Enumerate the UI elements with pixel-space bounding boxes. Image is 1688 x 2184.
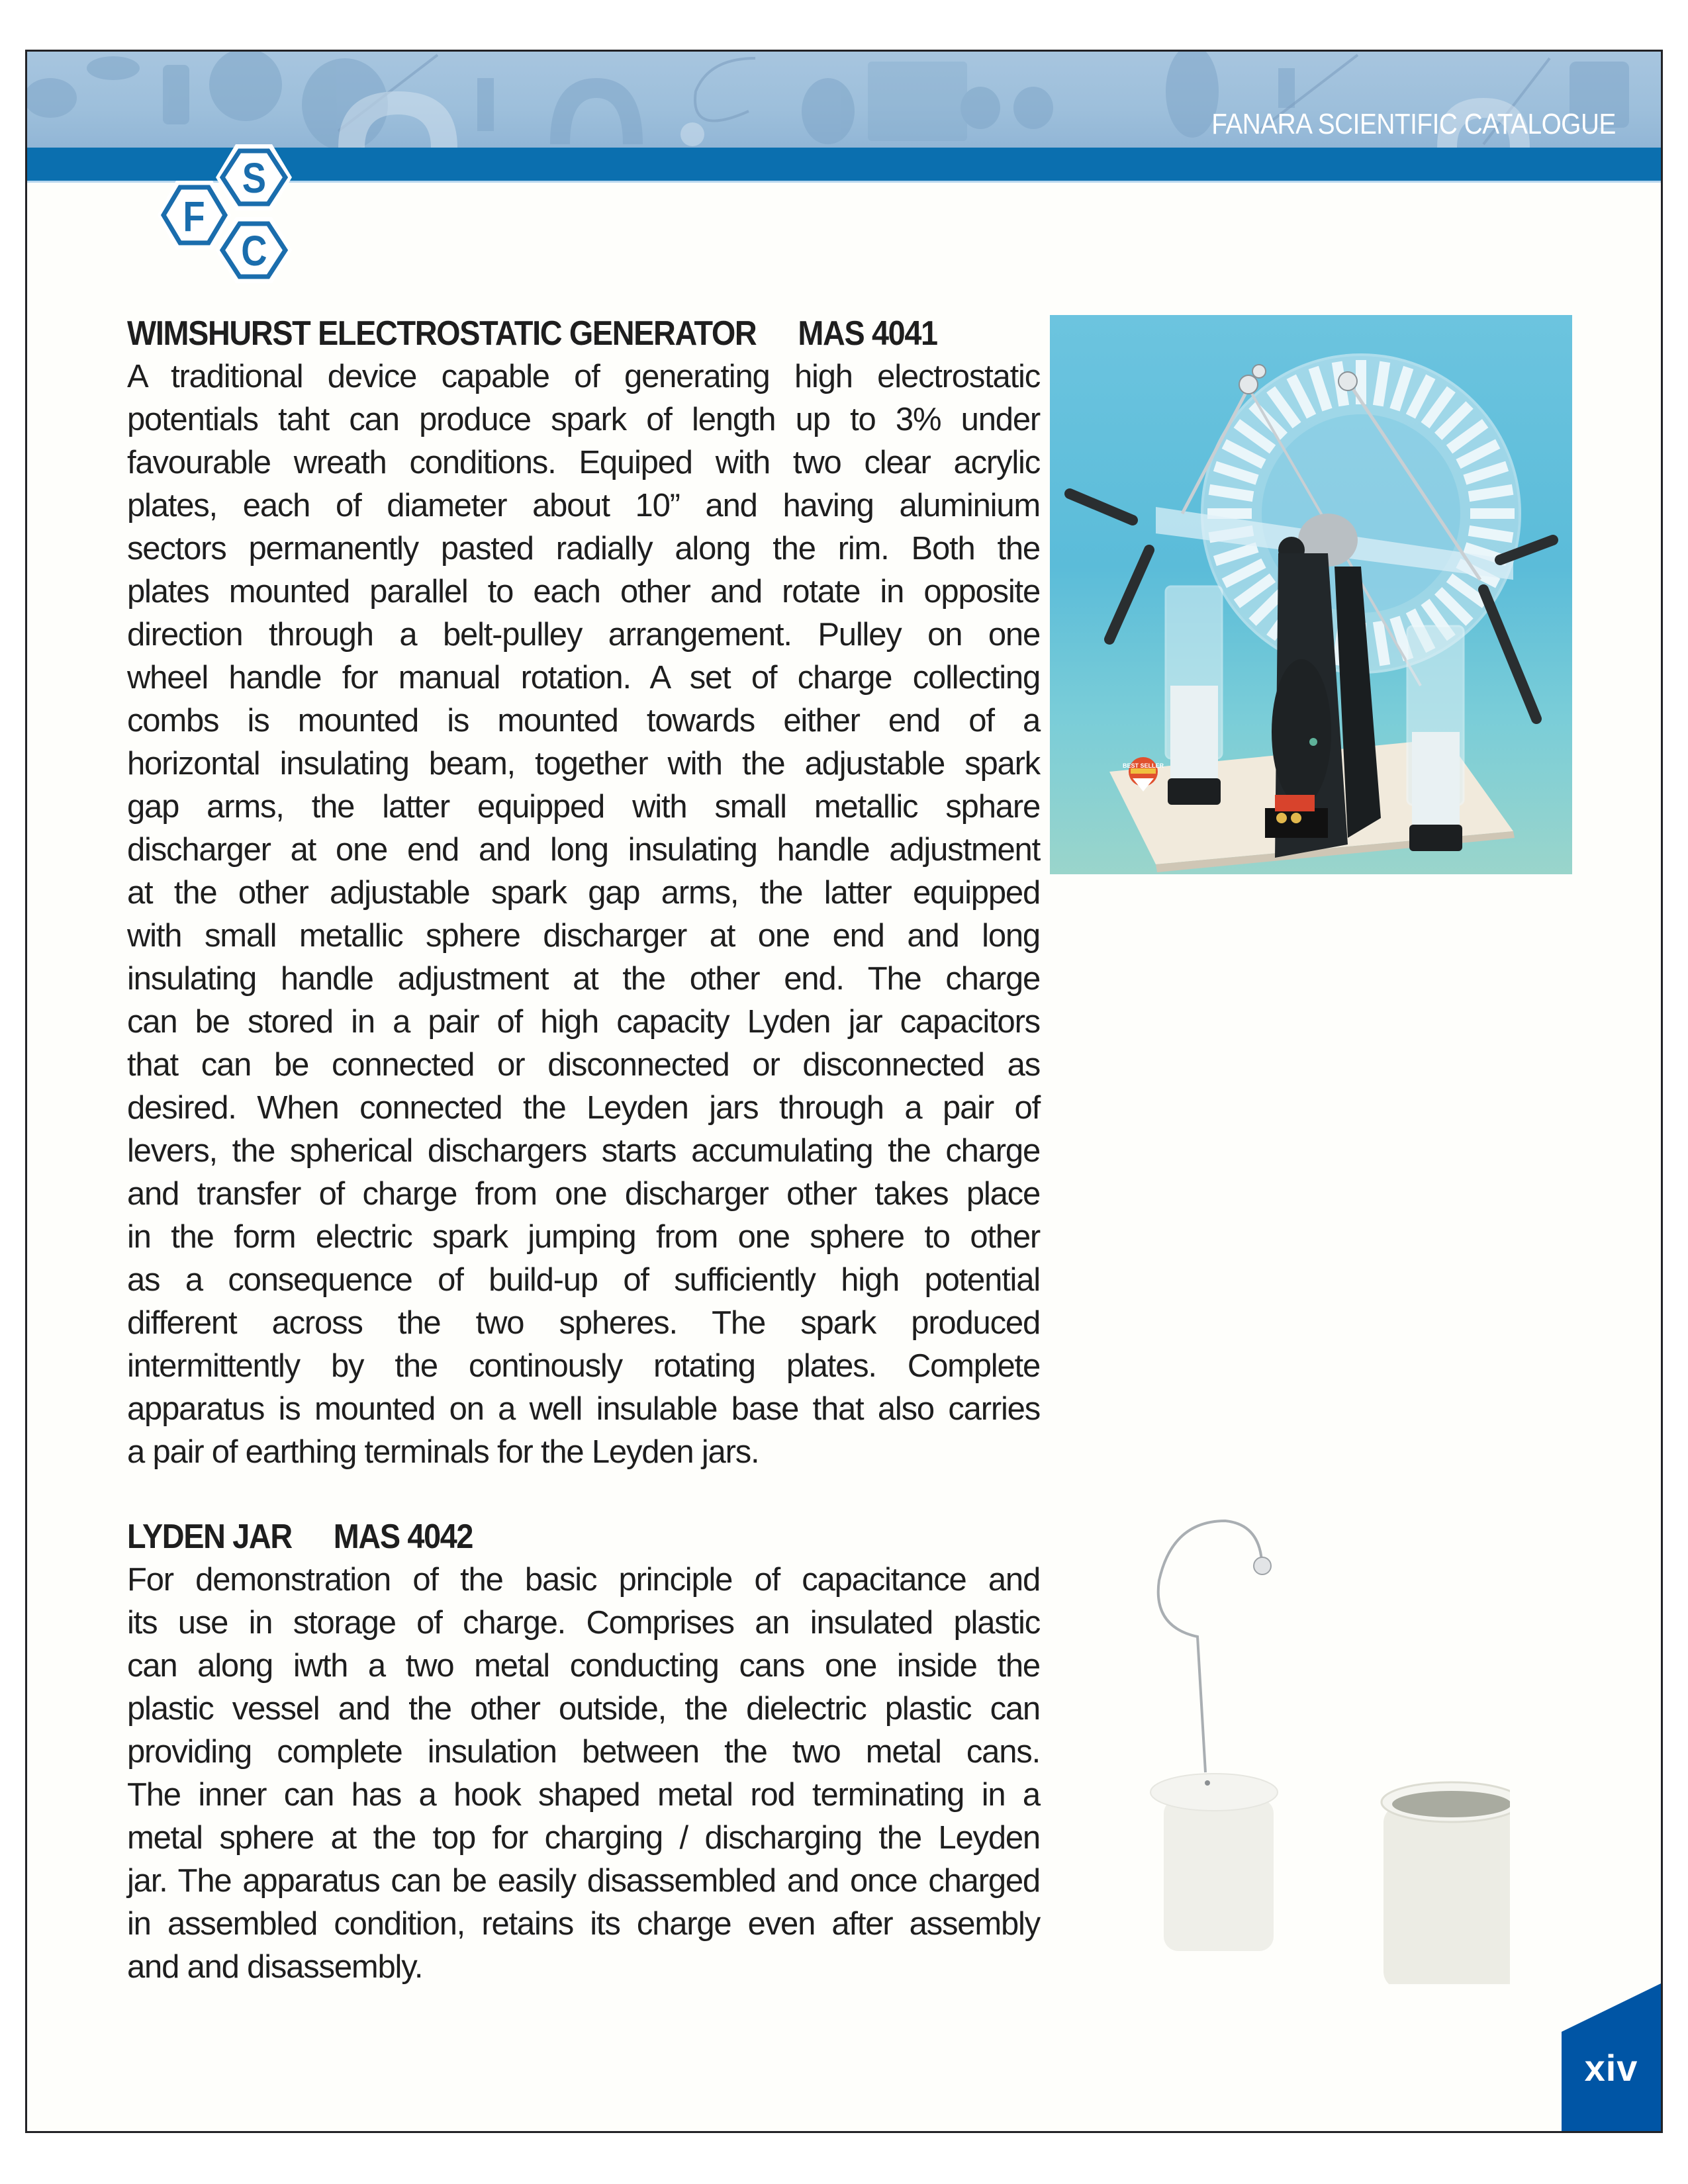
- description-line: in assembled condition, retains its charge even after assembly: [127, 1906, 1040, 1942]
- disc-sector: [1469, 490, 1513, 496]
- description-line: apparatus is mounted on a well insulable base that also carries: [127, 1391, 1040, 1427]
- description-line: at the other adjustable spark gap arms, the latter equipped: [127, 875, 1040, 911]
- description-line: different across the two spheres. The spark produced: [127, 1305, 1040, 1341]
- description-line: levers, the spherical dischargers starts accumulating the charge: [127, 1133, 1040, 1169]
- disc-sector: [1378, 362, 1385, 406]
- product-wimshurst-generator: [127, 314, 1040, 1474]
- description-line: plates, each of diameter about 10” and having aluminium: [127, 488, 1040, 523]
- product-title: LYDEN JAR: [127, 1518, 292, 1556]
- description-line: wheel handle for manual rotation. A set of charge collecting: [127, 660, 1040, 696]
- disc-sector: [1469, 531, 1513, 537]
- description-line: can be stored in a pair of high capacity Lyden jar capacitors: [127, 1004, 1040, 1040]
- description-line: desired. When connected the Leyden jars through a pair of: [127, 1090, 1040, 1126]
- description-line: plates mounted parallel to each other and rotate in opposite: [127, 574, 1040, 610]
- disc-sector: [1209, 490, 1253, 496]
- leyden-jar-photo: [1113, 1508, 1510, 1984]
- description-line: and transfer of charge from one discharger other takes place: [127, 1176, 1040, 1212]
- description-line: its use in storage of charge. Comprises an insulated plastic: [127, 1605, 1040, 1641]
- description-line: sectors permanently pasted radially along the rim. Both the: [127, 531, 1040, 567]
- wimshurst-generator-photo: [1050, 315, 1572, 874]
- description-line: providing complete insulation between the two metal cans.: [127, 1734, 1040, 1770]
- catalogue-title: FANARA SCIENTIFIC CATALOGUE: [1211, 108, 1616, 140]
- description-line: can along iwth a two metal conducting cans one inside the: [127, 1648, 1040, 1684]
- logo-letter-f: F: [183, 192, 205, 241]
- fsc-logo: [126, 118, 312, 303]
- product-description: [127, 1559, 1040, 1989]
- description-line: horizontal insulating beam, together with the adjustable spark: [127, 746, 1040, 782]
- product-code: MAS 4041: [798, 314, 937, 353]
- description-line: in the form electric spark jumping from one sphere to other: [127, 1219, 1040, 1255]
- description-line: jar. The apparatus can be easily disassembled and once charged: [127, 1863, 1040, 1899]
- description-line: favourable wreath conditions. Equiped with two clear acrylic: [127, 445, 1040, 480]
- product-description: [127, 355, 1040, 1474]
- product-title: WIMSHURST ELECTROSTATIC GENERATOR: [127, 314, 757, 353]
- description-line: potentials taht can produce spark of length up to 3% under: [127, 402, 1040, 437]
- logo-letter-c: C: [241, 226, 267, 275]
- logo-letter-s: S: [242, 154, 267, 203]
- description-line: A traditional device capable of generating high electrostatic: [127, 359, 1040, 394]
- description-line: plastic vessel and the other outside, the dielectric plastic can: [127, 1691, 1040, 1727]
- description-line: as a consequence of build-up of sufficiently high potential: [127, 1262, 1040, 1298]
- logo-hexagon-s: [216, 144, 292, 210]
- description-line: gap arms, the latter equipped with small metallic sphare: [127, 789, 1040, 825]
- product-heading: [127, 314, 949, 353]
- description-line: that can be connected or disconnected or disconnected as: [127, 1047, 1040, 1083]
- logo-hexagon-c: [216, 217, 292, 283]
- page-number: xiv: [1584, 2047, 1638, 2089]
- description-line: For demonstration of the basic principle of capacitance and: [127, 1562, 1040, 1598]
- product-heading: [127, 1517, 949, 1557]
- description-line: intermittently by the continously rotating plates. Complete: [127, 1348, 1040, 1384]
- description-line: The inner can has a hook shaped metal rod terminating in a: [127, 1777, 1040, 1813]
- disc-sector: [1378, 621, 1385, 665]
- product-code: MAS 4042: [333, 1518, 473, 1556]
- description-line: direction through a belt-pulley arrangement. Pulley on one: [127, 617, 1040, 653]
- description-line: with small metallic sphere discharger at one end and long: [127, 918, 1040, 954]
- description-line: insulating handle adjustment at the other end. The charge: [127, 961, 1040, 997]
- logo-hexagon-f: [158, 181, 231, 250]
- description-line: metal sphere at the top for charging / discharging the Leyden: [127, 1820, 1040, 1856]
- description-line: and and disassembly.: [127, 1949, 423, 1985]
- description-line: combs is mounted is mounted towards either end of a: [127, 703, 1040, 739]
- svg-text:BEST SELLER: BEST SELLER: [1122, 762, 1164, 769]
- description-line: a pair of earthing terminals for the Leyden jars.: [127, 1434, 759, 1470]
- catalogue-page: [25, 50, 1663, 2133]
- product-leyden-jar: [127, 1517, 1040, 1989]
- description-line: discharger at one end and long insulating handle adjustment: [127, 832, 1040, 868]
